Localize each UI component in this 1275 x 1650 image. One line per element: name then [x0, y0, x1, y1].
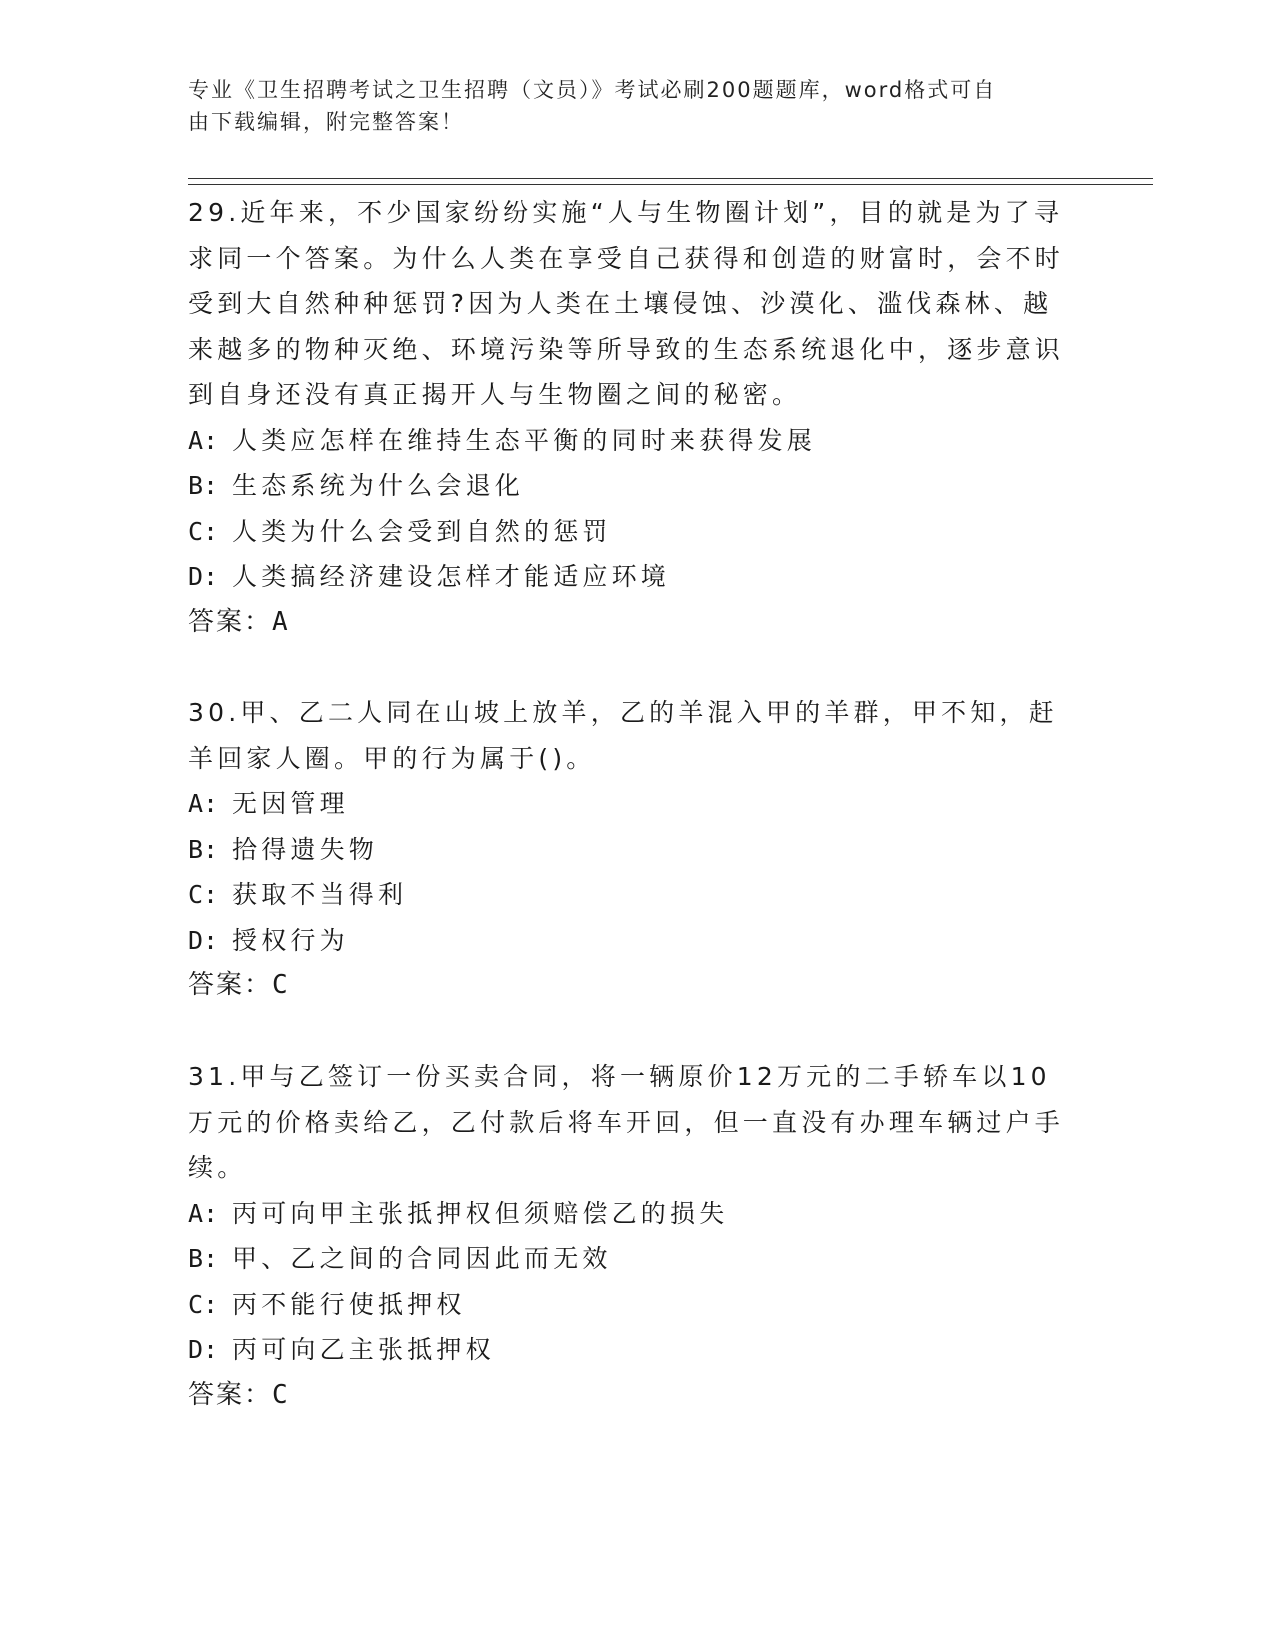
question-stem: 29.近年来，不少国家纷纷实施“人与生物圈计划”，目的就是为了寻求同一个答案。为什么人类在享受自己获得和创造的财富时，会不时受到大自然种种惩罚?因为人类在土壤侵蚀、沙漠化、滥伐森林、越来越多的物种灭绝、环境污染等所导致的生态系统退化中，逐步意识到自身还没有真正揭开人与生物圈之间的秘密。 [188, 198, 1065, 409]
option-text: 丙不能行使抵押权 [232, 1289, 466, 1319]
option-b [188, 463, 1068, 509]
option-letter: D: [188, 925, 219, 955]
option-letter: A: [188, 789, 219, 818]
header-divider-bottom [188, 184, 1153, 185]
option-d [188, 554, 1068, 600]
answer-value: C [272, 1379, 290, 1410]
answer-line [188, 1373, 1068, 1419]
option-text: 人类为什么会受到自然的惩罚 [232, 516, 612, 546]
option-letter: B: [188, 1244, 219, 1273]
option-d [188, 1327, 1068, 1373]
answer-line [188, 600, 1068, 646]
option-text: 甲、乙之间的合同因此而无效 [232, 1244, 612, 1273]
header-line-2: 由下载编辑，附完整答案！ [188, 110, 464, 134]
answer-label: 答案： [188, 970, 273, 1000]
option-letter: D: [188, 1335, 219, 1364]
option-b [188, 827, 1068, 873]
question-stem: 31.甲与乙签订一份买卖合同，将一辆原价12万元的二手轿车以10万元的价格卖给乙，乙付款后将车开回，但一直没有办理车辆过户手续。 [188, 1062, 1065, 1182]
option-a [188, 781, 1068, 827]
option-text: 无因管理 [232, 789, 349, 818]
option-c [188, 509, 1068, 555]
option-letter: D: [188, 562, 219, 591]
header-line-1: 专业《卫生招聘考试之卫生招聘（文员）》考试必刷200题题库，word格式可自 [188, 78, 997, 102]
option-a [188, 418, 1068, 464]
option-letter: C: [188, 516, 219, 546]
answer-value: A [272, 606, 290, 637]
option-letter: C: [188, 1289, 219, 1319]
question-30 [188, 690, 1068, 1009]
document-header [188, 74, 1068, 138]
option-d [188, 918, 1068, 964]
option-c [188, 1282, 1068, 1328]
option-text: 生态系统为什么会退化 [232, 471, 525, 500]
answer-label: 答案： [188, 606, 273, 637]
option-a [188, 1191, 1068, 1237]
option-text: 授权行为 [232, 925, 349, 955]
answer-line [188, 963, 1068, 1009]
option-letter: B: [188, 471, 219, 500]
option-letter: A: [188, 1198, 219, 1228]
option-text: 丙可向甲主张抵押权但须赔偿乙的损失 [232, 1198, 729, 1228]
option-text: 拾得遗失物 [232, 834, 379, 864]
option-text: 丙可向乙主张抵押权 [232, 1335, 495, 1364]
option-text: 人类应怎样在维持生态平衡的同时来获得发展 [232, 425, 817, 455]
option-text: 获取不当得利 [232, 880, 408, 909]
option-letter: A: [188, 425, 219, 455]
option-c [188, 872, 1068, 918]
option-letter: C: [188, 880, 219, 909]
answer-value: C [272, 970, 290, 1000]
question-31 [188, 1054, 1068, 1418]
header-divider-top [188, 178, 1153, 179]
option-text: 人类搞经济建设怎样才能适应环境 [232, 562, 671, 591]
question-29 [188, 190, 1068, 645]
option-b [188, 1236, 1068, 1282]
answer-label: 答案： [188, 1379, 273, 1410]
option-letter: B: [188, 834, 219, 864]
question-stem: 30.甲、乙二人同在山坡上放羊，乙的羊混入甲的羊群，甲不知，赶羊回家人圈。甲的行为属于()。 [188, 698, 1058, 773]
